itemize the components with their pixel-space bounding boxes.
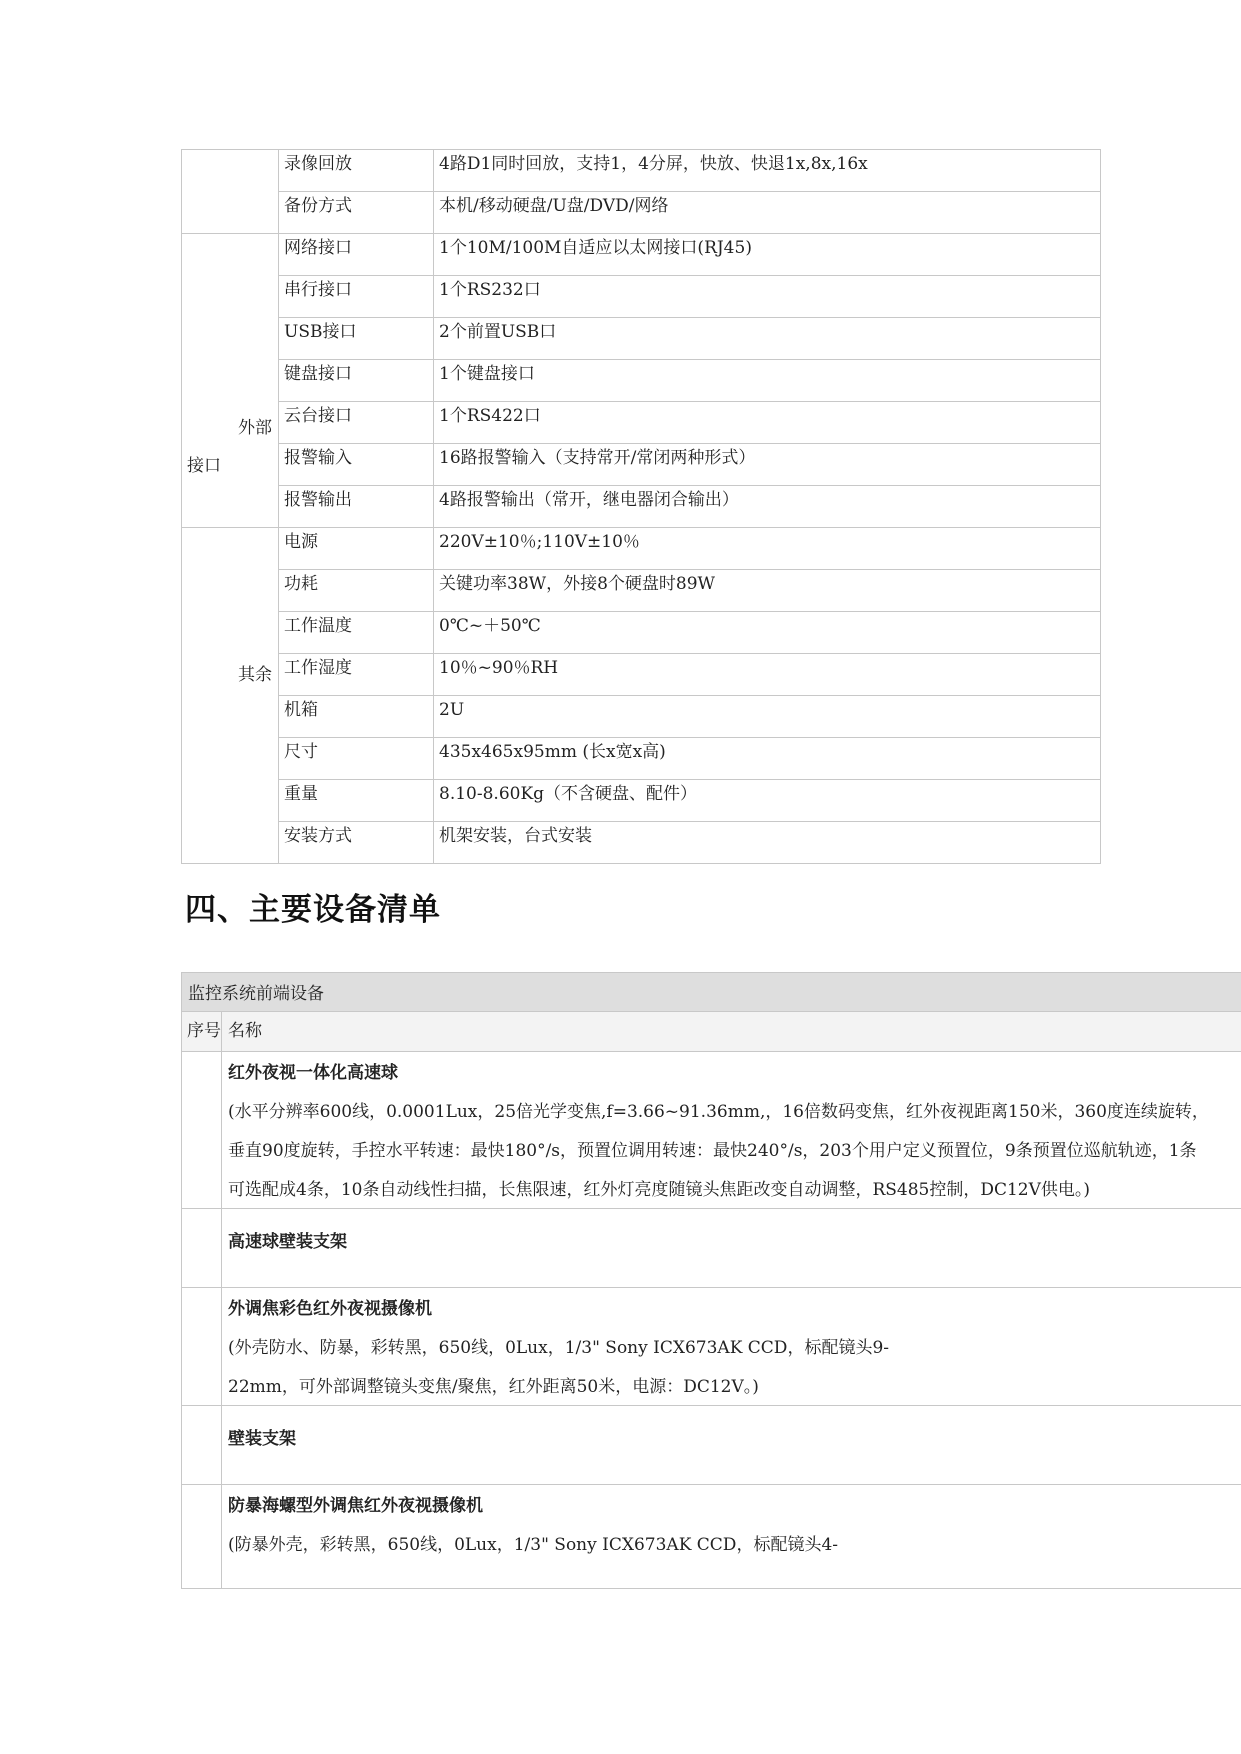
equipment-item-body <box>222 1485 838 1588</box>
spec-row <box>182 192 1101 234</box>
spec-row <box>182 528 1101 570</box>
equipment-item-desc-line: (外壳防水、防暴，彩转黑，650线，0Lux，1/3" Sony ICX673AK CCD，标配镜头9- <box>228 1338 889 1358</box>
spec-row <box>182 780 1101 822</box>
equipment-item-desc-line: 垂直90度旋转，手控水平转速：最快180°/s，预置位调用转速：最快240°/s，203个用户定义预置位，9条预置位巡航轨迹，1条 <box>228 1141 1197 1161</box>
spec-row <box>182 318 1101 360</box>
equipment-item-body <box>222 1209 347 1287</box>
spec-row <box>182 612 1101 654</box>
equipment-item-desc-line: (防暴外壳，彩转黑，650线，0Lux，1/3" Sony ICX673AK CCD，标配镜头4- <box>228 1535 838 1555</box>
spec-row <box>182 360 1101 402</box>
equipment-item-body <box>222 1052 1209 1208</box>
spec-row <box>182 276 1101 318</box>
spec-row <box>182 822 1101 864</box>
equipment-item-body <box>222 1406 296 1484</box>
equipment-list <box>181 972 1241 1589</box>
spec-name: 工作温度 <box>279 612 434 654</box>
section-title: 四、主要设备清单 <box>185 892 441 928</box>
spec-value: 1个键盘接口 <box>434 360 1101 402</box>
spec-name: 串行接口 <box>279 276 434 318</box>
equipment-item-desc-line: (水平分辨率600线，0.0001Lux，25倍光学变焦,f=3.66~91.36mm,，16倍数码变焦，红外夜视距离150米，360度连续旋转， <box>228 1102 1209 1122</box>
spec-name: 功耗 <box>279 570 434 612</box>
spec-row <box>182 150 1101 192</box>
column-header-no: 序号 <box>182 1012 222 1051</box>
spec-name: 报警输出 <box>279 486 434 528</box>
equipment-item-title: 红外夜视一体化高速球 <box>228 1063 398 1083</box>
spec-value: 16路报警输入（支持常开/常闭两种形式） <box>434 444 1101 486</box>
equipment-list-header: 监控系统前端设备 <box>181 972 1241 1012</box>
spec-row <box>182 444 1101 486</box>
spec-name: USB接口 <box>279 318 434 360</box>
column-header-name: 名称 <box>228 1021 262 1041</box>
spec-value: 本机/移动硬盘/U盘/DVD/网络 <box>434 192 1101 234</box>
spec-value: 1个RS232口 <box>434 276 1101 318</box>
equipment-item-title: 防暴海螺型外调焦红外夜视摄像机 <box>228 1496 483 1516</box>
equipment-item <box>181 1288 1241 1406</box>
equipment-item <box>181 1052 1241 1209</box>
spec-category-other <box>182 528 279 864</box>
spec-name: 安装方式 <box>279 822 434 864</box>
spec-name: 工作湿度 <box>279 654 434 696</box>
category-label-interface-a: 外部 <box>238 418 272 438</box>
category-label-other: 其余 <box>238 665 272 685</box>
equipment-item-title: 外调焦彩色红外夜视摄像机 <box>228 1299 432 1319</box>
spec-name: 尺寸 <box>279 738 434 780</box>
spec-row <box>182 234 1101 276</box>
spec-row <box>182 696 1101 738</box>
equipment-item-no <box>182 1485 222 1588</box>
equipment-item-no <box>182 1406 222 1484</box>
spec-name: 机箱 <box>279 696 434 738</box>
spec-value: 关键功率38W，外接8个硬盘时89W <box>434 570 1101 612</box>
spec-value: 机架安装，台式安装 <box>434 822 1101 864</box>
spec-name: 电源 <box>279 528 434 570</box>
spec-row <box>182 402 1101 444</box>
equipment-item <box>181 1209 1241 1288</box>
spec-row <box>182 570 1101 612</box>
equipment-item-no <box>182 1209 222 1287</box>
equipment-column-headers <box>181 1012 1241 1052</box>
spec-value: 2U <box>434 696 1101 738</box>
spec-value: 4路D1同时回放，支持1，4分屏，快放、快退1x,8x,16x <box>434 150 1101 192</box>
spec-category-interface <box>182 234 279 528</box>
equipment-item <box>181 1406 1241 1485</box>
equipment-item <box>181 1485 1241 1589</box>
spec-value: 2个前置USB口 <box>434 318 1101 360</box>
equipment-item-no <box>182 1288 222 1405</box>
spec-value: 10％~90％RH <box>434 654 1101 696</box>
spec-value: 1个RS422口 <box>434 402 1101 444</box>
spec-value: 220V±10％;110V±10％ <box>434 528 1101 570</box>
equipment-item-desc-line: 可选配成4条，10条自动线性扫描，长焦限速，红外灯亮度随镜头焦距改变自动调整，RS485控制，DC12V供电。) <box>228 1180 1091 1200</box>
spec-value: 435x465x95mm (长x宽x高) <box>434 738 1101 780</box>
equipment-item-desc-line: 22mm，可外部调整镜头变焦/聚焦，红外距离50米，电源：DC12V。) <box>228 1377 759 1397</box>
spec-category-cell <box>182 150 279 234</box>
category-label-interface-b: 接口 <box>187 456 221 476</box>
equipment-item-title: 壁装支架 <box>228 1429 296 1449</box>
spec-row <box>182 654 1101 696</box>
spec-name: 键盘接口 <box>279 360 434 402</box>
spec-name: 网络接口 <box>279 234 434 276</box>
spec-table <box>181 149 1101 864</box>
spec-name: 报警输入 <box>279 444 434 486</box>
spec-name: 云台接口 <box>279 402 434 444</box>
equipment-item-no <box>182 1052 222 1208</box>
spec-name: 备份方式 <box>279 192 434 234</box>
spec-value: 0℃~＋50℃ <box>434 612 1101 654</box>
equipment-item-body <box>222 1288 889 1405</box>
equipment-item-title: 高速球壁装支架 <box>228 1232 347 1252</box>
spec-value: 8.10-8.60Kg（不含硬盘、配件） <box>434 780 1101 822</box>
spec-name: 录像回放 <box>279 150 434 192</box>
spec-row <box>182 738 1101 780</box>
spec-value: 4路报警输出（常开，继电器闭合输出） <box>434 486 1101 528</box>
spec-name: 重量 <box>279 780 434 822</box>
spec-value: 1个10M/100M自适应以太网接口(RJ45) <box>434 234 1101 276</box>
spec-row <box>182 486 1101 528</box>
